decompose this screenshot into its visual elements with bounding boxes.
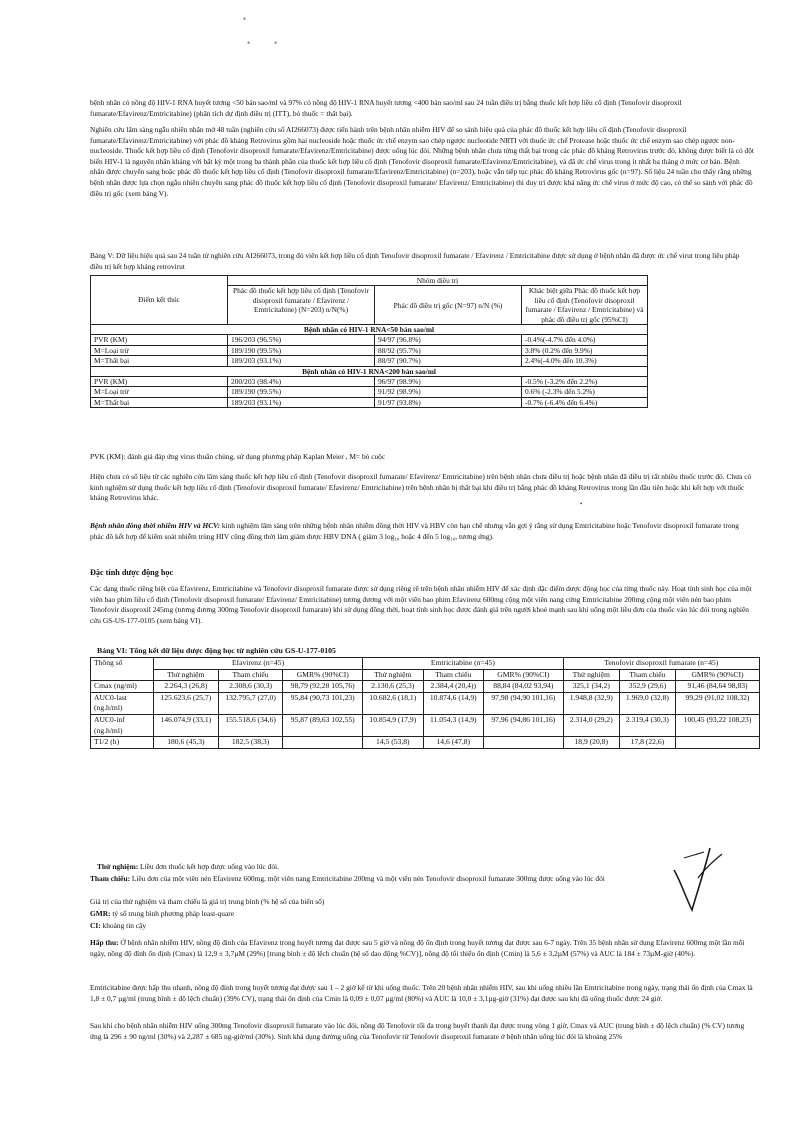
note-reference-text: Liều đơn của một viên nén Efavirenz 600mg, một viên nang Emtricitabine 200mg và một viên nén Tenofovir disoproxil fumarate 300mg được uống vào lúc đói [130,874,605,883]
paragraph-absorption [90,938,754,959]
cell: 0.6% (-2.3% đến 5.2%) [522,387,648,397]
table6-caption: Bảng VI: Tổng kết dữ liệu dược động học từ nghiên cứu GS-U-177-0105 [97,646,336,655]
cell: 11.054,3 (14,9) [423,714,483,736]
cell: 2.384,4 (20,4)) [423,681,483,693]
absorption-label: Hấp thu: [90,938,119,947]
cell: 189/190 (99.5%) [228,345,375,355]
cell: 91/92 (98.9%) [375,387,522,397]
cell: 189/203 (93.1%) [228,356,375,366]
cell: 189/190 (99.5%) [228,387,375,397]
table-row [91,345,648,355]
note-gmr [90,909,650,920]
col-header-difference: Khác biệt giữa Phác đồ thuốc kết hợp liều cố định (Tenofovir disoproxil fumarate / Efavirenz / Emtricitabine) và phác đồ điều trị gốc (95%CI) [522,286,648,325]
cell: 196/203 (96.5%) [228,335,375,345]
scan-mark: • [243,14,247,24]
coinfection-text: kinh nghiệm lâm sàng trên những bệnh nhân nhiễm đồng thời HIV và HBV còn hạn chế nhưng vẫn gợi ý rằng sử dụng Emtricitabine hoặc Tenofovir disoproxil fumarate trong phác đồ kết hợp để kiểm soát nhiễm trùng HIV cũng đồng thời làm giảm được HBV DNA ( giảm 3 log₁₀ hoặc 4 đến 5 log₁₀, tương ứng). [90,521,739,541]
cell: 100,45 (93,22 108,23) [676,714,760,736]
cell: 200/203 (98.4%) [228,377,375,387]
cell: PVR (KM) [91,377,228,387]
cell: -0.7% (-6.4% đến 6.4%) [522,397,648,407]
cell: 3.8% (0.2% đến 9.9%) [522,345,648,355]
table5-footnote: PVK (KM): đánh giá đáp ứng virus thuần chủng, sử dụng phương pháp Kaplan Meier , M= bỏ cuộc [90,452,386,461]
table-row [91,356,648,366]
group-header-efavirenz: Efavirenz (n=45) [154,658,363,670]
cell [484,737,564,749]
sub-header: Thử nghiệm [563,669,619,681]
row-label: T1/2 (h) [91,737,154,749]
cell: 17,8 (22,6) [619,737,675,749]
table-row [91,335,648,345]
note-gmr-label: GMR: [90,909,111,918]
cell: 2.130,6 (25,3) [363,681,423,693]
cell: 88/97 (90.7%) [375,356,522,366]
cell [283,737,363,749]
cell: PVR (KM) [91,335,228,345]
sub-header: GMR% (90%CI) [676,669,760,681]
cell: 91/97 (93.8%) [375,397,522,407]
paragraph-emtricitabine: Emtricitabine được hấp thu nhanh, nồng độ đỉnh trong huyết tương đạt được sau 1 – 2 giờ kể từ khi uống thuốc. Trên 20 bệnh nhân nhiễm HIV, sau khi uống nhiều lần Emtricitabine trong ngày, trạng thái ổn định của Cmax là 1,8 ± 0,7 µg/ml (trung bình ± độ lệch chuẩn) (39% CV), trạng thái ổn định của Cmin là 0,09 ± 0,07 µg/ml (80%) và AUC là 10,0 ± 3,1µg-giờ (31%) đạt được sau khi đã uống thuốc được 24 giờ. [90,983,753,1003]
cell: 10.682,6 (18,1) [363,692,423,714]
cell: M=Thất bại [91,397,228,407]
cell: 99,29 (91,02 108,32) [676,692,760,714]
cell: 95,87 (89,63 102,55) [283,714,363,736]
cell: 125.623,6 (25,7) [154,692,219,714]
note-gmr-text: tỷ số trung bình phương pháp least-quare [110,909,235,918]
cell: 14,6 (47,8) [423,737,483,749]
sub-header: Tham chiếu [218,669,283,681]
efficacy-table [90,275,648,408]
note-test-text: Liều đơn thuốc kết hợp được uống vào lúc đói. [138,862,279,871]
sub-header: GMR% (90%CI) [283,669,363,681]
col-header-original-regimen: Phác đồ điều trị gốc (N=97) n/N (%) [375,286,522,325]
cell: 95,84 (90,73 101,23) [283,692,363,714]
table-row [91,397,648,407]
cell: M=Loại trừ [91,345,228,355]
scan-mark: • [247,38,251,48]
cell: 182,5 (38,3) [218,737,283,749]
note-ci [90,921,650,932]
sub-header: Tham chiếu [423,669,483,681]
row-label: Cmax (ng/ml) [91,681,154,693]
section-heading-pk: Đặc tính dược động học [90,568,174,577]
cell [676,737,760,749]
scan-mark: • [274,38,278,48]
cell: -0.5% (-3.2% đến 2.2%) [522,377,648,387]
cell: 10.854,9 (17,9) [363,714,423,736]
cell: M=Thất bại [91,356,228,366]
cell: 1.948,8 (32,9) [563,692,619,714]
cell: 97,96 (94,86 101,16) [484,714,564,736]
cell: 2.314,0 (29,2) [563,714,619,736]
section-header: Bệnh nhân có HIV-1 RNA<50 bản sao/ml [91,325,648,335]
cell: 10.874,6 (14,9) [423,692,483,714]
cell: 2.264,3 (26,8) [154,681,219,693]
table-row [91,377,648,387]
row-label: AUC0-last (ng.h/ml) [91,692,154,714]
paragraph-study-ai266073: Nghiên cứu lâm sàng ngẫu nhiên nhãn mở 48 tuần (nghiên cứu số AI266073) được tiến hành trên bệnh nhân nhiễm HIV để so sánh hiệu quả của phác đồ thuốc kết hợp liều cố định (Tenofovir disoproxil fumarate/Efavirenz/Emtricitabine) với phác đồ kháng Retrovirus gồm hai nucleoside hoặc thuốc ức chế enzym sao chép ngược nucleotide NRTI với thuốc ức chế Protease hoặc thuốc ức chế enzym sao chép ngược non-nucleoside. Thuốc kết hợp liều cố định (Tenofovir disoproxil fumarate/Efavirenz/Emtricitabine) được uống lúc đói. Những bệnh nhân chưa từng thất bại trong các phác đồ kháng Retrovirus trước đó, không được biết là có đột biến HIV-1 là nguyên nhân kháng với bất kỳ một trong ba thành phần của thuốc kết hợp liều cố định (Tenofovir disoproxil fumarate/Efavirenz/Emtricitabine), và đã ức chế virus trong ít nhất ba tháng ở mức cơ bản. Bệnh nhân được chuyển sang hoặc phác đồ thuốc kết hợp liều cố định (Tenofovir disoproxil fumarate/Efavirenz/Emtricitabine) (n=203), hoặc vẫn tiếp tục phác đồ kháng Retrovirus gốc (n=97). Số liệu 24 tuần cho thấy rằng những bệnh nhân được lựa chọn ngẫu nhiên chuyển sang phác đồ thuốc kết hợp liều cố định (Tenofovir disoproxil fumarate/ Efavirenz/ Emtricitabine) thì duy trì được khả năng ức chế virus ở mức độ cao, có thể so sánh với phác đồ điều trị gốc (xem bảng V). [90,125,754,198]
cell: 325,1 (34,2) [563,681,619,693]
note-ci-label: CI: [90,921,101,930]
table5-caption: Bảng V: Dữ liệu hiệu quả sau 24 tuần từ nghiên cứu AI266073, trong đó viên kết hợp liều cố định Tenofovir disoproxil fumarate / Efavirenz / Emtricitabine được sử dụng ở bệnh nhân đã được ức chế virut trong liệu pháp điều trị kết hợp kháng retrovirut [90,251,740,271]
cell: 14,5 (53,8) [363,737,423,749]
cell: 91,46 (84,64 98,83) [676,681,760,693]
note-ci-text: khoảng tin cậy [100,921,147,930]
cell: 96/97 (98.9%) [375,377,522,387]
cell: 155.518,6 (34,6) [218,714,283,736]
table-row [91,737,760,749]
paragraph-pk: Các dạng thuốc riêng biệt của Efavirenz, Emtricitabine và Tenofovir disoproxil fumarate được sử dụng riêng rẽ trên bệnh nhân nhiễm HIV để xác định đặc điểm dược động học của từng thuốc này. Hoạt tính sinh học của một viên bao phim liều cố định (Tenofovir disoproxil fumarate/ Efavirenz/ Emtricitabine) tương đương với một viên bao phim Efavirenz 600mg cộng một viên nang cứng Emtricitabine 200mg cộng một viên nén bao phim Tenofovir disoproxil 245mg (tương đương 300mg Tenofovir disoproxil fumarate) khi sử dụng đồng thời, hoạt tính sinh học được đánh giá trên người khoẻ mạnh sau khi uống một liều đơn của thuốc vào lúc đói trong nghiên cứu GS-US-177-0105 (xem bảng VI). [90,584,752,625]
table-row [91,692,760,714]
section-header: Bệnh nhân có HIV-1 RNA<200 bản sao/ml [91,366,648,376]
group-header: Nhóm điều trị [228,276,648,286]
cell: 132.795,7 (27,0) [218,692,283,714]
cell: 98,79 (92,28 105,76) [283,681,363,693]
col-header-endpoint: Điểm kết thúc [91,276,228,325]
sub-header: Thử nghiệm [154,669,219,681]
col-header-param: Thông số [91,658,154,681]
note-test-label: Thử nghiệm: [97,862,139,871]
cell: 88,84 (84,02 93,94) [484,681,564,693]
cell: 189/203 (93.1%) [228,397,375,407]
paragraph-no-data: Hiện chưa có số liệu từ các nghiên cứu lâm sàng thuốc kết hợp liều cố định (Tenofovir disoproxil fumarate/ Efavirenz/ Emtricitabine) trên bệnh nhân chưa điều trị hoặc bệnh nhân đã điều trị rất nhiều thuốc trước đó. Chưa có kinh nghiệm sử dụng thuốc kết hợp liều cố định (Tenofovir disoproxil fumarate/ Efavirenz/ Emtricitabine) trên bệnh nhân bị thất bại khi điều trị bằng phác đồ kháng Retrovirus trong lần đầu tiên hoặc khi kết hợp với thuốc kháng Retrovirus khác. [90,472,752,503]
group-header-emtricitabine: Emtricitabine (n=45) [363,658,564,670]
cell: 2.319,4 (30,3) [619,714,675,736]
absorption-text: Ở bệnh nhân nhiễm HIV, nồng độ đỉnh của Efavirenz trong huyết tương đạt được sau 5 giờ và nồng độ ổn định trong huyết tương đạt được sau 6-7 ngày. Trên 35 bệnh nhân sử dụng Efavirenz 600mg một lần mỗi ngày, nồng độ đỉnh ổn định (Cmax) là 12,9 ± 3,7µM (29%) [trung bình ± độ lệch chuẩn (hệ số dao động %CV)], nồng độ tối thiểu ổn định (Cmin) là 5,6 ± 3,2µM (57%) và AUC là 184 ± 73µM-giờ (40%). [90,938,745,958]
cell: -0.4%(-4.7% đến 4.0%) [522,335,648,345]
pk-table [90,657,760,749]
paragraph-coinfection [90,521,754,542]
handwritten-signature [670,840,732,916]
cell: 2.308,6 (30,3) [218,681,283,693]
row-label: AUC0-inf (ng.h/ml) [91,714,154,736]
col-header-fixed-dose: Phác đồ thuốc kết hợp liều cố định (Tenofovir disoproxil fumarate / Efavirenz / Emtricitabine) (N=203) n/N(%) [228,286,375,325]
cell: 94/97 (96.8%) [375,335,522,345]
paragraph-tenofovir: Sau khi cho bệnh nhân nhiễm HIV uống 300mg Tenofovir disoproxil fumarate vào lúc đói, nồng độ Tenofovir tối đa trong huyết thanh đạt được trong vòng 1 giờ, Cmax và AUC (trung bình ± độ lệch chuẩn) (% CV) tương ứng là 296 ± 90 ng/ml (30%) và 2,287 ± 685 ng-giờ/ml (30%). Sinh khả dụng đường uống của Tenofovir từ Tenofovir disoproxil fumarate ở bệnh nhân uống lúc đói là khoảng 25% [90,1021,745,1041]
group-header-tenofovir: Tenofovir disoproxil fumarate (n=45) [563,658,759,670]
cell: 18,9 (20,8) [563,737,619,749]
cell: 352,9 (29,6) [619,681,675,693]
table-row [91,387,648,397]
sub-header: Thử nghiệm [363,669,423,681]
cell: 97,98 (94,90 101,16) [484,692,564,714]
paragraph-itt: bệnh nhân có nồng độ HIV-1 RNA huyết tương <50 bản sao/ml và 97% có nồng độ HIV-1 RNA huyết tương <400 bản sao/ml sau 24 tuần điều trị bằng thuốc kết hợp liều cố định (Tenofovir disoproxil fumarate/Efavirenz/Emtricitabine) (phân tích dự định điều trị (ITT), bỏ thuốc = thất bại). [90,98,682,118]
cell: 2.4%(-4.0% đến 10.3%) [522,356,648,366]
note-reference [90,874,690,885]
cell: M=Loại trừ [91,387,228,397]
cell: 1.969,0 (32,8) [619,692,675,714]
cell: 88/92 (95.7%) [375,345,522,355]
note-test [97,862,657,873]
sub-header: Tham chiếu [619,669,675,681]
cell: 146.074,9 (33,1) [154,714,219,736]
coinfection-title: Bệnh nhân đồng thời nhiễm HIV và HCV: [90,521,220,530]
table-row [91,714,760,736]
note-reference-label: Tham chiếu: [90,874,131,883]
note-values: Giá trị của thử nghiệm và tham chiếu là giá trị trung bình (% hệ số của biến số) [90,897,325,906]
table-row [91,681,760,693]
cell: 180,6 (45,3) [154,737,219,749]
sub-header: GMR% (90%CI) [484,669,564,681]
stray-dot: • [580,500,583,508]
